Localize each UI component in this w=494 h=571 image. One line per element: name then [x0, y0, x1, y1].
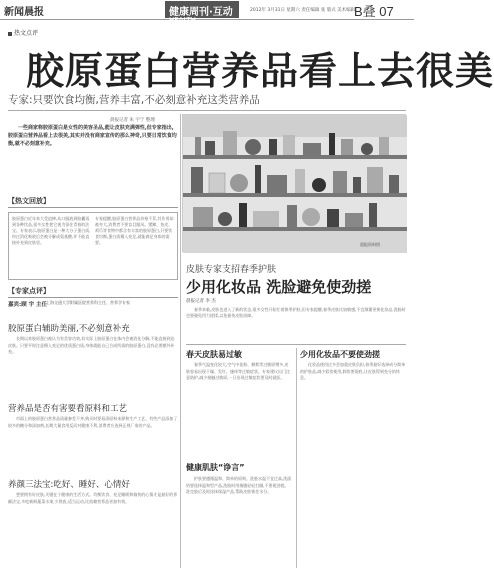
- recap-text-left: 胶原蛋白近年来大受追捧,从口服液到胶囊再到各种饮品,很多女性把它视为留住青春的法宝。专家表示,胶原蛋白是一种大分子蛋白质,经过消化吸收后会被分解成氨基酸,并不能直接补充到皮肤里。: [12, 216, 91, 245]
- right-heading-3: 少用化妆品不要使劲搓: [300, 350, 380, 359]
- main-subheadline: 专家:只要饮食均衡,营养丰富,不必刻意补充这类营养品: [8, 94, 260, 106]
- left-body-3: 想要拥有好皮肤,关键在于健康的生活方式。均衡饮食、充足睡眠和愉快的心情才是最好的养颜法宝,多吃新鲜蔬菜水果,少熬夜,适当运动,比依赖营养品更加有效。: [8, 492, 178, 504]
- column-divider: [180, 114, 181, 568]
- right-body-3: 化妆品使用过多会加重皮肤负担,春季最好选择成分简单的护肤品,减少彩妆使用,卸妆要彻底,让皮肤得到充分的休息。: [300, 362, 406, 380]
- expert-description: 上海交通大学附属医院营养科主任、营养学专家: [46, 300, 130, 305]
- hero-kicker: 热文点评: [8, 28, 38, 37]
- newspaper-logo: 新闻晨报: [4, 7, 44, 18]
- section-label-expert: 【专家点评】: [8, 286, 178, 298]
- header-meta: 2012年 3月31日 星期六 责任编辑 张 版式 美术编辑: [250, 8, 356, 13]
- section-banner: [165, 1, 239, 24]
- divider: [186, 344, 406, 345]
- page-header: [0, 0, 414, 24]
- right-byline: 晨报记者 李 杰: [186, 299, 216, 304]
- right-heading-1: 春天皮肤易过敏: [186, 350, 242, 359]
- section-title: 健康周刊: [169, 7, 209, 18]
- left-heading-3: 养颜三法宝:吃好、睡好、心情好: [8, 480, 130, 490]
- cosmetics-shelf-illustration: [182, 114, 406, 252]
- right-heading-2: 健康肌肤“诤言”: [186, 463, 245, 472]
- left-heading-2: 营养品是否有害要看原料和工艺: [8, 404, 128, 414]
- right-kicker: 皮肤专家支招春季护肤: [186, 265, 277, 275]
- left-body-2: 市面上的胶原蛋白营养品质量参差不齐,购买时要看清原料来源和生产工艺。有些产品添加了较多的糖分和添加剂,长期大量食用反而对健康不利,消费者应选择正规厂家的产品。: [8, 416, 178, 428]
- hero-byline: 晨报记者 朱 宇宁 整理: [110, 118, 155, 123]
- section-label-recap: 【热文回放】: [8, 196, 178, 208]
- hero-lead: 一些商家称胶原蛋白是女性的美容圣品,能让皮肤充满弹性,但专家指出,胶原蛋白营养品看上去很美,其实并没有商家宣传的那么神奇,只要日常饮食均衡,就不必刻意补充。: [8, 125, 177, 147]
- right-body-1: 春季气温变化较大,空气中花粉、柳絮等过敏原增多,皮肤容易出现干燥、发红、瘙痒等过敏症状。专家建议出门注意防护,减少接触过敏原,一旦出现过敏症状要及时就医。: [186, 362, 290, 380]
- right-lead: 春季来临,皮肤也进入了新的状态,很多女性开始忙着换季护肤,但专家提醒,春季皮肤比较敏感,不宜频繁更换化妆品,洗脸时也要避免用力搓揉,以免损伤皮肤屏障。: [186, 307, 406, 318]
- left-body-1: 长期以来胶原蛋白被认为有美容功效,但实际上胶原蛋白在体内会被消化分解,不能直接到达皮肤。只要平时注意摄入充足的优质蛋白质,身体就能自己合成所需的胶原蛋白,没有必要额外补充。: [8, 336, 175, 354]
- column-divider: [296, 348, 297, 568]
- left-heading-1: 胶原蛋白辅助美丽,不必刻意补充: [8, 324, 130, 334]
- page-number: B叠 07: [354, 4, 394, 19]
- right-headline: 少用化妆品 洗脸避免使劲搓: [186, 278, 372, 296]
- main-headline: 胶原蛋白营养品看上去很美: [26, 48, 494, 93]
- shelf-drawing: [183, 115, 407, 253]
- recap-box: [8, 212, 178, 280]
- section-subtitle: HEALTH: [169, 16, 196, 24]
- right-body-2: 护肤要遵循温和、简单的原则。洗脸水温不宜过高,洗面奶要选择温和型产品,洗脸时用指腹轻轻打圈,不要使劲搓。洗完脸后及时涂抹保湿产品,帮助皮肤锁住水分。: [186, 476, 292, 494]
- expert-name: 嘉宾:顾 宇 主任: [8, 302, 48, 308]
- photo-caption: 晨报资料图: [360, 242, 380, 247]
- section-suffix: ·互动: [209, 7, 233, 18]
- expert-info: [8, 300, 178, 318]
- divider: [8, 110, 406, 111]
- recap-text-right: 专家提醒,胶原蛋白营养品价格不菲,其作用却被夸大,消费者不要盲目跟风。猪蹄、鱼皮、鸡爪等食物中都含有丰富的胶原蛋白,只要饮食均衡,蛋白质摄入充足,就能满足身体的需要。: [95, 216, 174, 245]
